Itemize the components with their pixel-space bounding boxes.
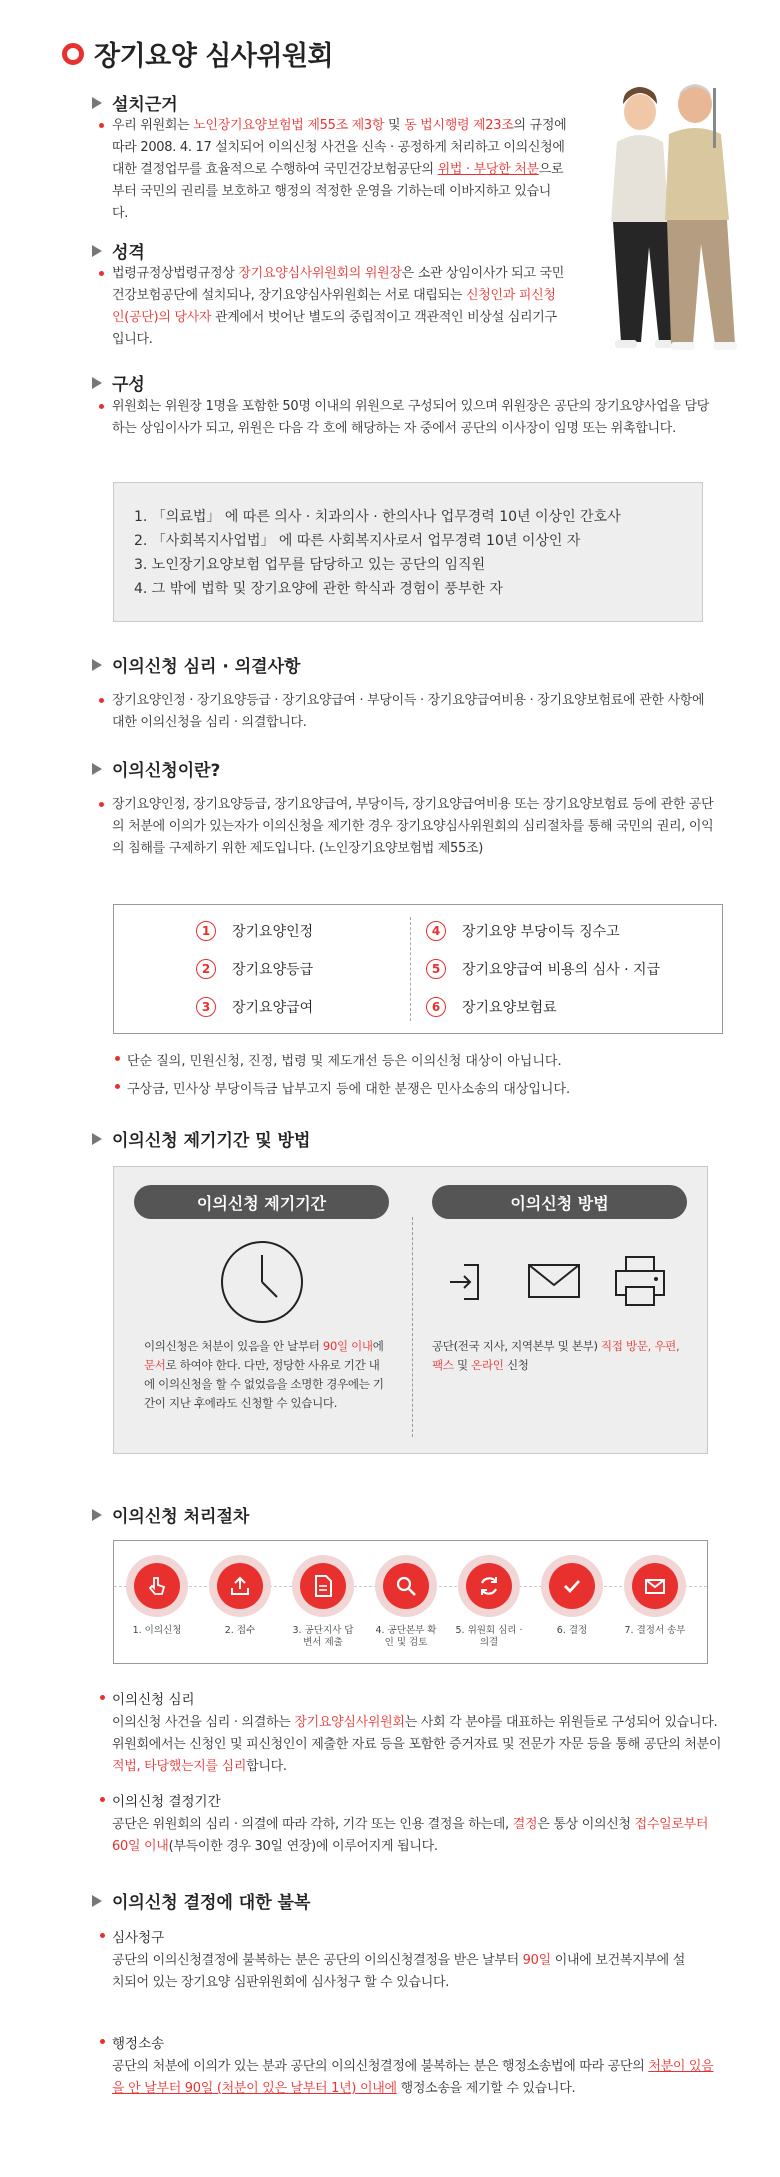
category-item: 6 장기요양보험료	[426, 997, 557, 1017]
section-composition-heading: 구성	[92, 370, 145, 395]
procedure-step: 7. 결정서 송부	[620, 1555, 690, 1637]
elderly-couple-image	[595, 82, 745, 382]
upload-icon	[228, 1574, 252, 1598]
qualification-item: 2. 「사회복지사업법」 에 따른 사회복지사로서 업무경력 10년 이상인 자	[134, 533, 581, 549]
document-icon	[312, 1574, 334, 1598]
filing-divider	[412, 1217, 413, 1437]
visit-entry-icon	[444, 1257, 494, 1307]
section-triangle-icon	[92, 377, 102, 389]
basis-paragraph: 우리 위원회는 노인장기요양보험법 제55조 제3항 및 동 법시행령 제23조의 규정에 따라 2008. 4. 17 설치되어 이의신청 사건을 신속 · 공정하게 처리하고 이의신청에 대한 결정업무를 효율적으로 수행하여 국민건강보험공단의 위법 · 부당한 처분으로부터 국민의 권리를 보호하고 행정의 적정한 운영을 기하는데 이바지하고 있습니다.	[112, 115, 567, 225]
section-triangle-icon	[92, 1895, 102, 1907]
qualification-list	[134, 505, 682, 601]
procedure-deadline-title: 이의신청 결정기간	[112, 1790, 221, 1810]
procedure-deadline-text: 공단은 위원회의 심리 · 의결에 따라 각하, 기각 또는 인용 결정을 하는데, 결정은 통상 이의신청 접수일로부터 60일 이내(부득이한 경우 30일 연장)에 이루어지게 됩니다.	[112, 1817, 709, 1854]
procedure-step: 3. 공단지사 답변서 제출	[288, 1555, 358, 1649]
section-nature-heading: 성격	[92, 238, 145, 263]
bullet-dot-icon	[100, 2039, 105, 2044]
appeal-suit-text: 공단의 처분에 이의가 있는 분과 공단의 이의신청결정에 불복하는 분은 행정소송법에 따라 공단의 처분이 있음을 안 날부터 90일 (처분이 있은 날부터 1년) 이내에 행정소송을 제기할 수 있습니다.	[112, 2059, 714, 2096]
mail-envelope-icon	[526, 1259, 582, 1303]
section-basis-heading: 설치근거	[92, 90, 178, 115]
section-triangle-icon	[92, 1509, 102, 1521]
method-description: 공단(전국 지사, 지역본부 및 본부) 직접 방문, 우편, 팩스 및 온라인 신청	[432, 1339, 680, 1372]
bullet-dot-icon	[100, 1933, 105, 1938]
bullet-dot-icon	[100, 1695, 105, 1700]
title-ring-icon	[62, 43, 84, 65]
procedure-step: 6. 결정	[537, 1555, 607, 1637]
procedure-review-text: 이의신청 사건을 심리 · 의결하는 장기요양심사위원회는 사회 각 분야를 대표하는 위원들로 구성되어 있습니다. 위원회에서는 신청인 및 피신청인이 제출한 자료 등을 포함한 증거자료 및 전문가 자문 등을 통해 공단의 처분이 적법, 타당했는지를 심리합니다.	[112, 1715, 722, 1774]
filing-box	[113, 1166, 708, 1454]
section-triangle-icon	[92, 245, 102, 257]
procedure-step: 1. 이의신청	[122, 1555, 192, 1637]
search-icon	[394, 1574, 418, 1598]
category-item: 1 장기요양인정	[196, 921, 313, 941]
fax-printer-icon	[612, 1253, 668, 1309]
section-whatis-heading: 이의신청이란?	[92, 756, 220, 781]
section-review-heading: 이의신청 심리 · 의결사항	[92, 652, 300, 677]
clock-icon	[219, 1239, 305, 1325]
category-divider	[410, 917, 411, 1021]
bullet-dot-icon	[100, 1797, 105, 1802]
category-box	[113, 904, 723, 1034]
refresh-icon	[477, 1574, 501, 1598]
whatis-note: 구상금, 민사상 부당이득금 납부고지 등에 대한 분쟁은 민사소송의 대상입니다.	[127, 1078, 570, 1097]
check-icon	[560, 1574, 584, 1598]
section-procedure-heading: 이의신청 처리절차	[92, 1502, 249, 1527]
bullet-dot-icon	[99, 271, 104, 276]
section-triangle-icon	[92, 763, 102, 775]
bullet-dot-icon	[115, 1084, 120, 1089]
category-item: 5 장기요양급여 비용의 심사 · 지급	[426, 959, 660, 979]
category-item: 2 장기요양등급	[196, 959, 313, 979]
procedure-steps-box	[113, 1540, 708, 1664]
procedure-step: 2. 접수	[205, 1555, 275, 1637]
procedure-review-title: 이의신청 심리	[112, 1688, 195, 1708]
section-filing-heading: 이의신청 제기기간 및 방법	[92, 1126, 310, 1151]
whatis-paragraph: 장기요양인정, 장기요양등급, 장기요양급여, 부당이득, 장기요양급여비용 또는 장기요양보험료 등에 관한 공단의 처분에 이의가 있는자가 이의신청을 제기한 경우 장기요양심사위원회의 심리절차를 통해 국민의 권리, 이익의 침해를 구제하기 위한 제도입니다. (노인장기요양보험법 제55조)	[112, 794, 717, 860]
qualification-item: 1. 「의료법」 에 따른 의사 · 치과의사 · 한의사나 업무경력 10년 이상인 간호사	[134, 509, 621, 525]
procedure-step: 5. 위원회 심리 · 의결	[454, 1555, 524, 1649]
appeal-review-text: 공단의 이의신청결정에 불복하는 분은 공단의 이의신청결정을 받은 날부터 90일 이내에 보건복지부에 설치되어 있는 장기요양 심판위원회에 심사청구 할 수 있습니다.	[112, 1953, 685, 1990]
nature-paragraph: 법령규정상법령규정상 장기요양심사위원회의 위원장은 소관 상임이사가 되고 국민건강보험공단에 설치되나, 장기요양심사위원회는 서로 대립되는 신청인과 피신청인(공단)의 당사자 관계에서 벗어난 별도의 중립적이고 객관적인 비상설 심리기구입니다.	[112, 263, 567, 351]
section-triangle-icon	[92, 97, 102, 109]
bullet-dot-icon	[99, 802, 104, 807]
procedure-step: 4. 공단본부 확인 및 검토	[371, 1555, 441, 1649]
period-description: 이의신청은 처분이 있음을 안 날부터 90일 이내에 문서로 하여야 한다. 다만, 정당한 사유로 기간 내에 이의신청을 할 수 없었음을 소명한 경우에는 기간이 지난 후에라도 신청할 수 있습니다.	[144, 1339, 384, 1410]
page-title	[62, 34, 333, 73]
touch-icon	[145, 1574, 169, 1598]
composition-paragraph: 위원회는 위원장 1명을 포함한 50명 이내의 위원으로 구성되어 있으며 위원장은 공단의 장기요양사업을 담당하는 상임이사가 되고, 위원은 다음 각 호에 해당하는 자 중에서 공단의 이사장이 임명 또는 위촉합니다.	[112, 396, 717, 440]
whatis-note: 단순 질의, 민원신청, 진정, 법령 및 제도개선 등은 이의신청 대상이 아닙니다.	[127, 1050, 562, 1069]
mail-icon	[643, 1574, 667, 1598]
bullet-dot-icon	[99, 404, 104, 409]
review-paragraph: 장기요양인정 · 장기요양등급 · 장기요양급여 · 부당이득 · 장기요양급여비용 · 장기요양보험료에 관한 사항에 대한 이의신청을 심리 · 의결합니다.	[112, 690, 717, 734]
method-title-pill: 이의신청 방법	[432, 1185, 687, 1219]
bullet-dot-icon	[99, 698, 104, 703]
bullet-dot-icon	[115, 1056, 120, 1061]
qualification-item: 4. 그 밖에 법학 및 장기요양에 관한 학식과 경험이 풍부한 자	[134, 581, 503, 597]
section-appeal-heading: 이의신청 결정에 대한 불복	[92, 1888, 310, 1913]
qualification-item: 3. 노인장기요양보험 업무를 담당하고 있는 공단의 임직원	[134, 557, 486, 573]
category-item: 4 장기요양 부당이득 징수고	[426, 921, 620, 941]
page-title-text: 장기요양 심사위원회	[94, 41, 334, 72]
section-triangle-icon	[92, 659, 102, 671]
appeal-review-title: 심사청구	[112, 1926, 164, 1946]
appeal-suit-title: 행정소송	[112, 2032, 164, 2052]
section-triangle-icon	[92, 1133, 102, 1145]
category-item: 3 장기요양급여	[196, 997, 313, 1017]
period-title-pill: 이의신청 제기기간	[134, 1185, 389, 1219]
bullet-dot-icon	[99, 123, 104, 128]
qualification-box	[113, 482, 703, 622]
